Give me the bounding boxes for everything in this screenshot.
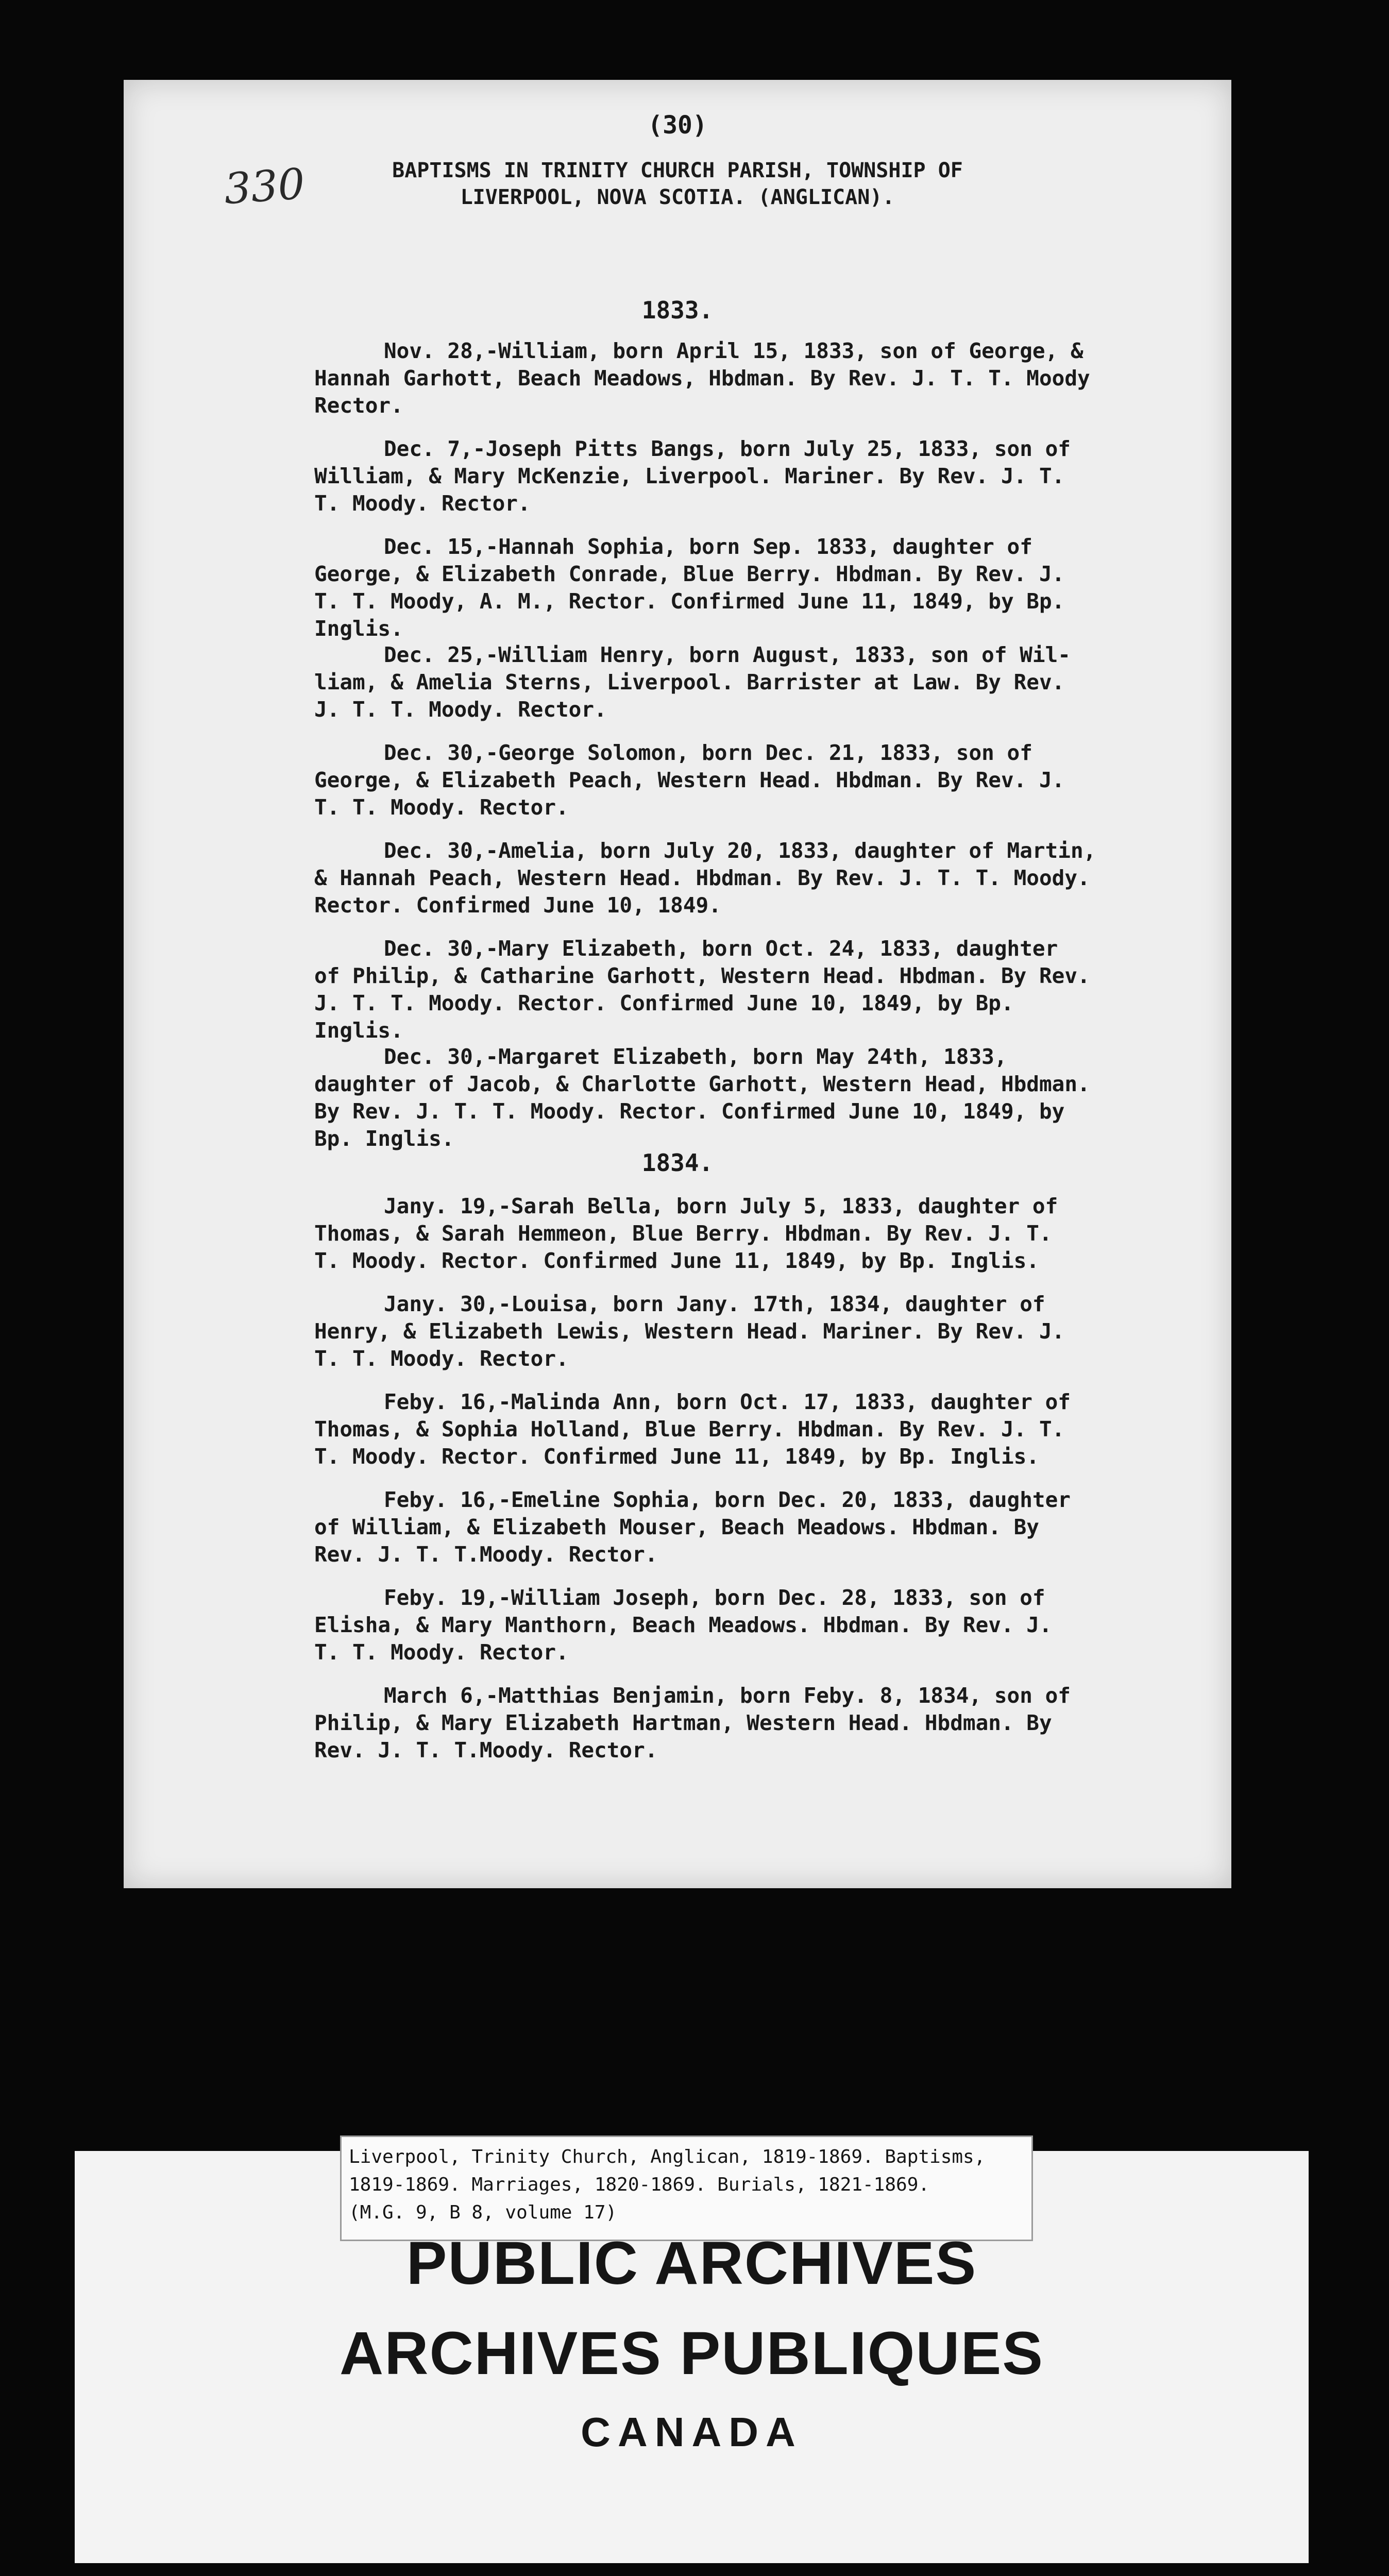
baptism-entry [314, 1682, 1200, 1764]
document-title [278, 157, 1077, 211]
archives-country: CANADA [581, 2409, 803, 2455]
entry-line: Nov. 28,-William, born April 15, 1833, son of George, & [384, 338, 1083, 363]
handwritten-page-number: 330 [222, 159, 307, 214]
baptism-entry [314, 1584, 1200, 1666]
entry-line: Dec. 7,-Joseph Pitts Bangs, born July 25, 1833, son of [384, 436, 1071, 461]
entry-line: Feby. 19,-William Joseph, born Dec. 28, 1833, son of [384, 1585, 1045, 1610]
entry-line: Dec. 30,-Amelia, born July 20, 1833, daughter of Martin, [384, 838, 1096, 863]
baptism-entry [314, 337, 1200, 419]
entry-line: of Philip, & Catharine Garhott, Western Head. Hbdman. By Rev. [314, 963, 1090, 988]
entry-line: Feby. 16,-Malinda Ann, born Oct. 17, 1833, daughter of [384, 1389, 1071, 1414]
entry-line: J. T. T. Moody. Rector. [314, 697, 607, 722]
label-line-2: 1819-1869. Marriages, 1820-1869. Burials, 1821-1869. [349, 2174, 930, 2195]
entry-line: Rector. [314, 393, 403, 418]
document-page [124, 80, 1231, 1888]
entry-line: T. T. Moody. Rector. [314, 795, 569, 820]
entry-line: By Rev. J. T. T. Moody. Rector. Confirmed June 10, 1849, by [314, 1099, 1065, 1124]
entry-line: of William, & Elizabeth Mouser, Beach Meadows. Hbdman. By [314, 1515, 1039, 1539]
archives-card [75, 2146, 1309, 2563]
year-heading-1834: 1834. [641, 1149, 714, 1177]
baptism-entry [314, 1193, 1200, 1275]
baptism-entry [314, 1291, 1200, 1372]
entry-line: March 6,-Matthias Benjamin, born Feby. 8, 1834, son of [384, 1683, 1071, 1708]
baptism-entry [314, 1486, 1200, 1568]
entry-line: Bp. Inglis. [314, 1126, 454, 1151]
title-line-1: BAPTISMS IN TRINITY CHURCH PARISH, TOWNSHIP OF [392, 159, 963, 182]
entry-line: Henry, & Elizabeth Lewis, Western Head. Mariner. By Rev. J. [314, 1319, 1065, 1344]
entry-line: Thomas, & Sophia Holland, Blue Berry. Hbdman. By Rev. J. T. [314, 1417, 1065, 1442]
entry-line: T. Moody. Rector. Confirmed June 11, 1849, by Bp. Inglis. [314, 1444, 1039, 1469]
entry-line: Rev. J. T. T.Moody. Rector. [314, 1738, 658, 1762]
archives-heading-fr: ARCHIVES PUBLIQUES [340, 2319, 1044, 2387]
title-line-2: LIVERPOOL, NOVA SCOTIA. (ANGLICAN). [460, 185, 895, 209]
label-line-1: Liverpool, Trinity Church, Anglican, 1819-1869. Baptisms, [349, 2146, 986, 2167]
baptism-entry [314, 1388, 1200, 1470]
archives-heading-en: PUBLIC ARCHIVES [406, 2229, 977, 2297]
baptism-entry [314, 641, 1200, 723]
entry-line: Rector. Confirmed June 10, 1849. [314, 893, 721, 918]
year-heading-1833: 1833. [641, 296, 714, 324]
baptism-entry [314, 935, 1200, 1044]
entry-line: Hannah Garhott, Beach Meadows, Hbdman. By Rev. J. T. T. Moody [314, 366, 1090, 391]
entry-line: George, & Elizabeth Conrade, Blue Berry. Hbdman. By Rev. J. [314, 562, 1065, 586]
entry-line: Dec. 25,-William Henry, born August, 1833, son of Wil- [384, 642, 1071, 667]
entry-line: Elisha, & Mary Manthorn, Beach Meadows. Hbdman. By Rev. J. [314, 1613, 1052, 1637]
entry-line: Inglis. [314, 1018, 403, 1043]
entry-line: Dec. 30,-Margaret Elizabeth, born May 24th, 1833, [384, 1044, 1007, 1069]
entry-line: Dec. 30,-George Solomon, born Dec. 21, 1833, son of [384, 740, 1032, 765]
baptism-entry [314, 435, 1200, 517]
entry-line: liam, & Amelia Sterns, Liverpool. Barrister at Law. By Rev. [314, 670, 1065, 694]
entry-line: Jany. 19,-Sarah Bella, born July 5, 1833, daughter of [384, 1194, 1058, 1218]
entry-line: George, & Elizabeth Peach, Western Head. Hbdman. By Rev. J. [314, 768, 1065, 792]
entry-line: Jany. 30,-Louisa, born Jany. 17th, 1834, daughter of [384, 1292, 1045, 1316]
entry-line: Philip, & Mary Elizabeth Hartman, Western Head. Hbdman. By [314, 1710, 1052, 1735]
entry-line: Dec. 15,-Hannah Sophia, born Sep. 1833, daughter of [384, 534, 1032, 559]
entry-line: T. Moody. Rector. [314, 491, 531, 516]
entry-line: & Hannah Peach, Western Head. Hbdman. By Rev. J. T. T. Moody. [314, 866, 1090, 890]
label-line-3: (M.G. 9, B 8, volume 17) [349, 2202, 617, 2223]
entry-line: T. T. Moody. Rector. [314, 1640, 569, 1665]
entry-line: Thomas, & Sarah Hemmeon, Blue Berry. Hbdman. By Rev. J. T. [314, 1221, 1052, 1246]
entry-line: Inglis. [314, 616, 403, 641]
entry-line: Dec. 30,-Mary Elizabeth, born Oct. 24, 1833, daughter [384, 936, 1058, 961]
baptism-entry [314, 533, 1200, 642]
baptism-entry [314, 739, 1200, 821]
entry-line: daughter of Jacob, & Charlotte Garhott, Western Head, Hbdman. [314, 1072, 1090, 1096]
page-number: (30) [648, 111, 707, 140]
collection-label [340, 2136, 1033, 2241]
entry-line: T. T. Moody. Rector. [314, 1346, 569, 1371]
entry-line: J. T. T. Moody. Rector. Confirmed June 10, 1849, by Bp. [314, 991, 1014, 1015]
entry-line: T. Moody. Rector. Confirmed June 11, 1849, by Bp. Inglis. [314, 1248, 1039, 1273]
entry-line: William, & Mary McKenzie, Liverpool. Mariner. By Rev. J. T. [314, 464, 1065, 488]
baptism-entry [314, 1043, 1200, 1153]
entry-line: Feby. 16,-Emeline Sophia, born Dec. 20, 1833, daughter [384, 1487, 1071, 1512]
entry-line: T. T. Moody, A. M., Rector. Confirmed June 11, 1849, by Bp. [314, 589, 1065, 614]
baptism-entry [314, 837, 1200, 919]
entry-line: Rev. J. T. T.Moody. Rector. [314, 1542, 658, 1567]
